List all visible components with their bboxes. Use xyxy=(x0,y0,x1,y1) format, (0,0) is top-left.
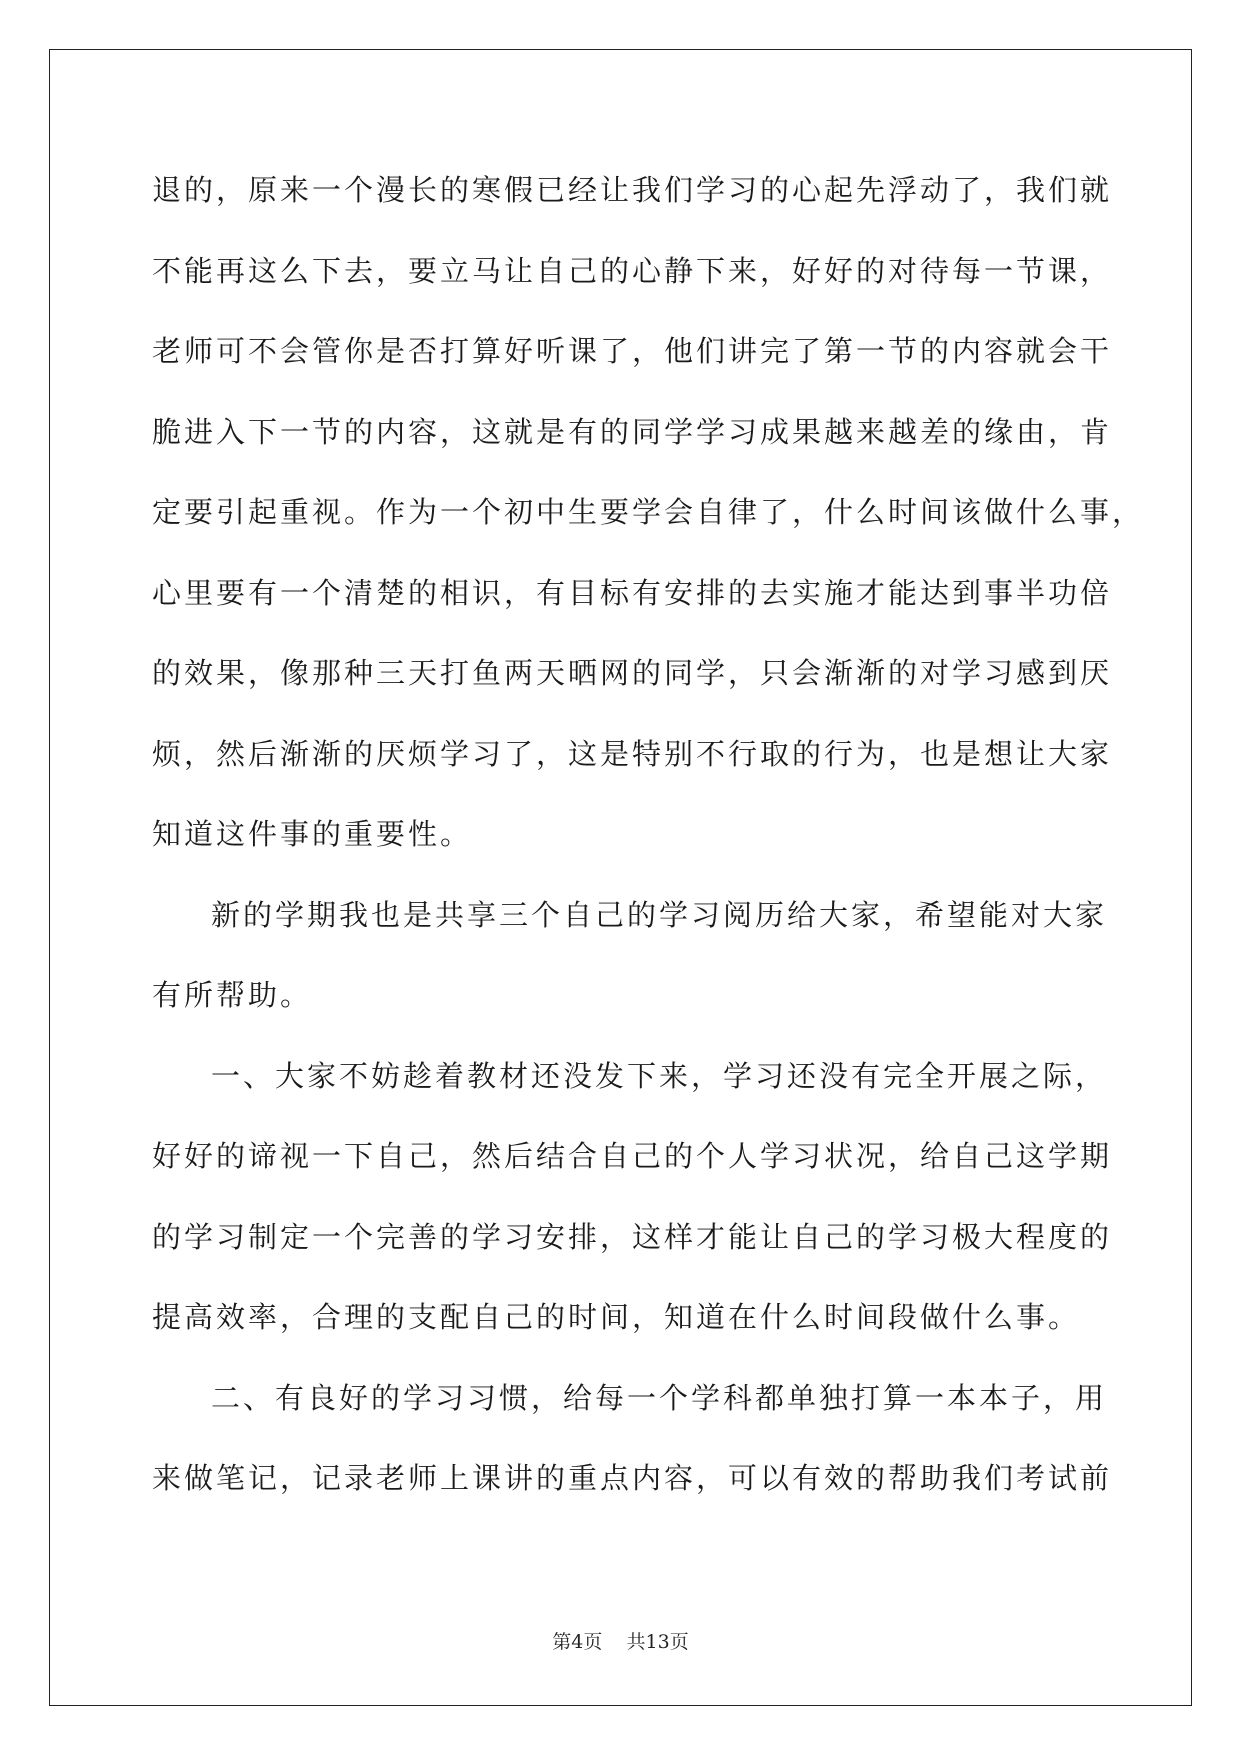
text-line: 二、有良好的学习习惯，给每一个学科都单独打算一本本子，用 xyxy=(211,1380,1108,1415)
text-line: 退的，原来一个漫长的寒假已经让我们学习的心起先浮动了，我们就 xyxy=(152,173,1113,207)
text-line: 的学习制定一个完善的学习安排，这样才能让自己的学习极大程度的 xyxy=(152,1219,1113,1254)
text-line: 新的学期我也是共享三个自己的学习阅历给大家，希望能对大家 xyxy=(211,897,1108,932)
text-line: 好好的谛视一下自己，然后结合自己的个人学习状况，给自己这学期 xyxy=(152,1139,1113,1173)
text-line: 提高效率，合理的支配自己的时间，知道在什么时间段做什么事。 xyxy=(152,1300,1081,1334)
text-line: 脆进入下一节的内容，这就是有的同学学习成果越来越差的缘由，肯 xyxy=(152,414,1113,449)
text-line: 知道这件事的重要性。 xyxy=(152,817,473,851)
text-line: 不能再这么下去，要立马让自己的心静下来，好好的对待每一节课， xyxy=(152,253,1113,288)
text-line: 定要引起重视。作为一个初中生要学会自律了，什么时间该做什么事， xyxy=(152,495,1145,529)
text-line: 来做笔记，记录老师上课讲的重点内容，可以有效的帮助我们考试前 xyxy=(152,1461,1113,1495)
page-footer xyxy=(0,1627,1241,1654)
page-number: 第4页 xyxy=(552,1631,603,1653)
text-line: 有所帮助。 xyxy=(152,978,313,1012)
text-line: 一、大家不妨趁着教材还没发下来，学习还没有完全开展之际， xyxy=(211,1058,1108,1093)
document-body xyxy=(152,165,1145,1534)
page-total: 共13页 xyxy=(626,1631,689,1653)
text-line: 的效果，像那种三天打鱼两天晒网的同学，只会渐渐的对学习感到厌 xyxy=(152,656,1113,690)
footer-gap xyxy=(602,1631,626,1653)
text-line: 心里要有一个清楚的相识，有目标有安排的去实施才能达到事半功倍 xyxy=(152,575,1113,610)
text-line: 烦，然后渐渐的厌烦学习了，这是特别不行取的行为，也是想让大家 xyxy=(152,736,1113,771)
text-line: 老师可不会管你是否打算好听课了，他们讲完了第一节的内容就会干 xyxy=(152,334,1113,368)
